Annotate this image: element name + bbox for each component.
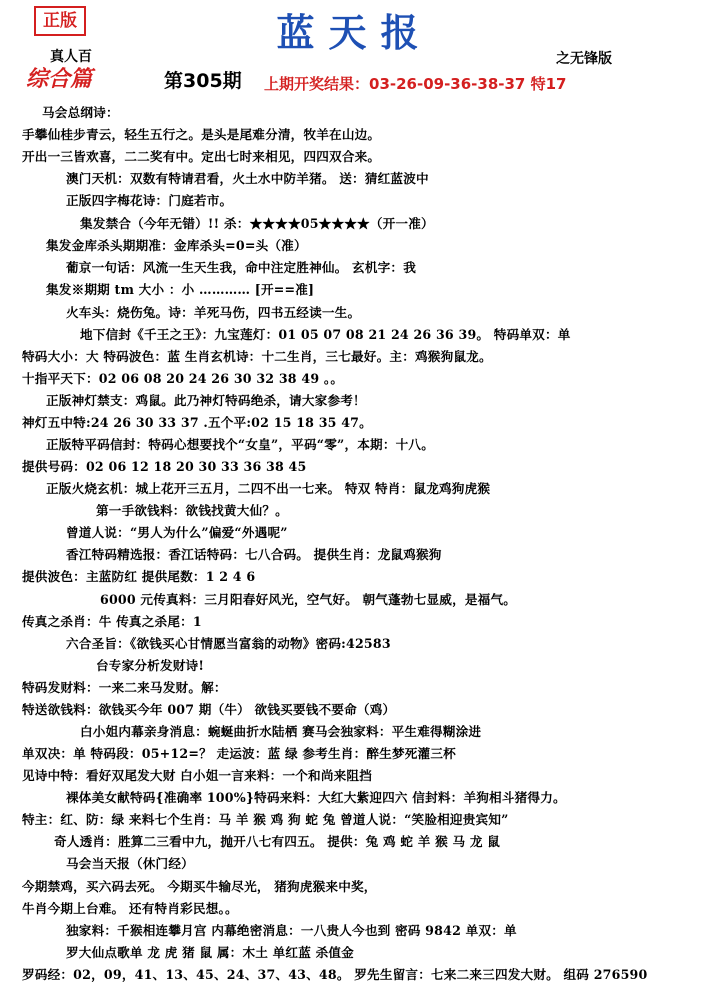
text-line: 独家料：千猴相连攀月宫 内幕绝密消息：一八贵人今也到 密码 9842 单双：单 (66, 923, 517, 938)
text-line: 集发金库杀头期期准：金库杀头=0=头（准） (46, 238, 307, 253)
text-line: 马会总纲诗： (42, 105, 119, 120)
text-line: 集发禁合（今年无错）!! 杀：★★★★05★★★★（开一准） (80, 216, 434, 231)
text-line: 正版四字梅花诗：门庭若市。 (66, 193, 233, 208)
text-line: 台专家分析发财诗! (96, 658, 205, 673)
text-line: 神灯五中特:24 26 30 33 37 .五个平:02 15 18 35 47。 (22, 415, 372, 430)
text-line: 正版火烧玄机：城上花开三五月，二四不出一七来。 特双 特肖：鼠龙鸡狗虎猴 (46, 481, 491, 496)
text-line: 特送欲钱料：欲钱买今年 007 期（牛） 欲钱买要钱不要命（鸡） (22, 702, 396, 717)
page-title: 蓝天报 (276, 10, 433, 55)
text-line: 手攀仙桂步青云，轻生五行之。是头是尾难分清，牧羊在山边。 (22, 127, 381, 142)
text-line: 罗码经：02，09，41、13、45、24、37、43、48。 罗先生留言：七来二来三四发大财。 组码 276590 (22, 967, 648, 982)
text-line: 火车头：烧伤兔。诗：羊死马伤，四书五经读一生。 (66, 305, 361, 320)
text-line: 集发※期期 tm 大小 ：小 ………… [开==准] (46, 282, 315, 297)
text-line: 开出一三皆欢喜，二二奖有中。定出七时来相见，四四双合来。 (22, 149, 381, 164)
text-line: 提供波色：主蓝防红 提供尾数：1 2 4 6 (22, 569, 256, 584)
issue-number: 第305期 (164, 70, 242, 92)
text-line: 曾道人说：“男人为什么”偏爱“外遇呢” (66, 525, 288, 540)
edition-badge: 正版 (34, 6, 86, 36)
text-line: 正版神灯禁支：鸡鼠。此乃神灯特码绝杀，请大家参考！ (46, 393, 366, 408)
edition-label: 之无锋版 (556, 51, 612, 67)
text-line: 特码发财料：一来二来马发财。解： (22, 680, 227, 695)
text-line: 裸体美女献特码{准确率 100%}特码来料：大红大紫迎四六 信封料：羊狗相斗猪得力。 (66, 790, 566, 805)
text-line: 第一手欲钱料：欲钱找黄大仙？。 (96, 503, 288, 518)
subtitle-top: 真人百 (50, 49, 92, 65)
text-line: 单双决：单 特码段：05+12=？ 走运波：蓝 绿 参考生肖：醉生梦死灌三杯 (22, 746, 456, 761)
text-line: 提供号码：02 06 12 18 20 30 33 36 38 45 (22, 459, 307, 474)
text-line: 葡京一句话：风流一生天生我，命中注定胜神仙。 玄机字：我 (66, 260, 417, 275)
text-line: 地下信封《千王之王》：九宝莲灯：01 05 07 08 21 24 26 36 39。 特码单双：单 (80, 327, 571, 342)
text-line: 今期禁鸡，买六码去死。 今期买牛输尽光， 猪狗虎猴来中奖， (22, 879, 377, 894)
last-result: 上期开奖结果：03-26-09-36-38-37 特17 (264, 75, 567, 93)
text-line: 澳门天机：双数有特请君看，火土水中防羊猪。 送：猜红蓝波中 (66, 171, 429, 186)
text-line: 马会当天报（休门经） (66, 856, 194, 871)
text-line: 香江特码精选报：香江话特码：七八合码。 提供生肖：龙鼠鸡猴狗 (66, 547, 442, 562)
text-line: 罗大仙点歌单 龙 虎 猪 鼠 属：木土 单红蓝 杀值金 (66, 945, 354, 960)
text-line: 十指平天下：02 06 08 20 24 26 30 32 38 49 。。 (22, 371, 344, 386)
text-line: 传真之杀肖：牛 传真之杀尾：1 (22, 614, 202, 629)
text-line: 正版特平码信封：特码心想要找个“女皇”，平码“零”，本期：十八。 (46, 437, 435, 452)
text-line: 牛肖今期上台难。 还有特肖彩民想。。 (22, 901, 238, 916)
text-line: 白小姐内幕亲身消息：蜿蜒曲折水陆栖 赛马会独家料：平生难得糊涂进 (80, 724, 482, 739)
text-line: 6000 元传真料：三月阳春好风光，空气好。 朝气蓬勃七显威，是福气。 (100, 592, 517, 607)
text-line: 奇人透肖：胜算二三看中九，抛开八七有四五。 提供：兔 鸡 蛇 羊 猴 马 龙 鼠 (54, 834, 501, 849)
text-line: 特码大小：大 特码波色：蓝 生肖玄机诗：十二生肖，三七最好。主：鸡猴狗鼠龙。 (22, 349, 492, 364)
text-line: 特主：红、防：绿 来料七个生肖：马 羊 猴 鸡 狗 蛇 兔 曾道人说：“笑脸相迎贵宾知” (22, 812, 509, 827)
text-line: 六合圣旨：《欲钱买心甘情愿当富翁的动物》密码:42583 (66, 636, 391, 651)
text-line: 见诗中特：看好双尾发大财 白小姐一言来料：一个和尚来阻挡 (22, 768, 373, 783)
subtitle-bottom: 综合篇 (26, 66, 93, 92)
